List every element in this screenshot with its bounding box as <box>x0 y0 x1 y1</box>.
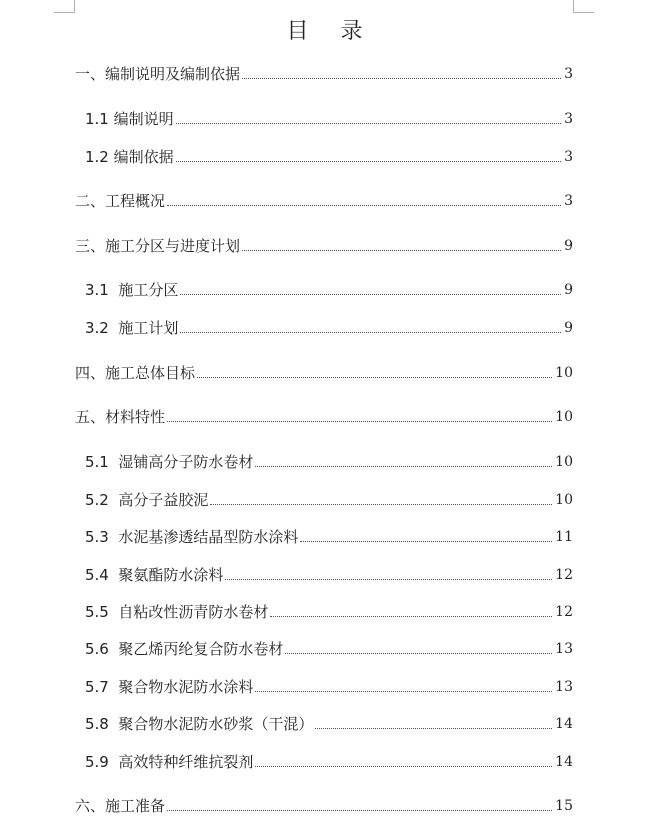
toc-dot-leader <box>176 160 561 162</box>
toc-entry[interactable] <box>85 639 573 659</box>
toc-entry-number: 5.3 <box>85 528 119 546</box>
toc-entry[interactable] <box>75 363 573 383</box>
toc-entry-page-number: 10 <box>555 454 573 470</box>
toc-entry-label: 工程概况 <box>105 192 166 210</box>
toc-dot-leader <box>242 249 561 251</box>
toc-dot-leader <box>270 615 552 617</box>
toc-entry-number: 五、 <box>75 408 106 426</box>
toc-entry-page-number: 3 <box>564 193 573 209</box>
toc-entry-number: 5.7 <box>85 678 119 696</box>
toc-entry-number: 3.1 <box>85 281 119 299</box>
toc-entry-number: 3.2 <box>85 319 119 337</box>
toc-entry-page-number: 13 <box>555 679 573 695</box>
toc-entry-page-number: 10 <box>555 365 573 381</box>
toc-entry-label: 湿铺高分子防水卷材 <box>118 453 254 471</box>
toc-entry-label: 聚乙烯丙纶复合防水卷材 <box>118 640 284 658</box>
toc-dot-leader <box>242 77 561 79</box>
toc-entry-number: 一、 <box>75 65 106 83</box>
toc-entry-number: 5.1 <box>85 453 119 471</box>
toc-entry-label: 施工总体目标 <box>105 364 196 382</box>
toc-dot-leader <box>315 727 552 729</box>
toc-entry[interactable] <box>85 565 573 585</box>
toc-entry[interactable] <box>85 147 573 167</box>
toc-entry-label: 编制说明及编制依据 <box>105 65 241 83</box>
toc-entry-number: 三、 <box>75 237 106 255</box>
toc-entry-page-number: 15 <box>555 798 573 814</box>
toc-entry-number: 5.9 <box>85 753 119 771</box>
toc-entry-page-number: 9 <box>564 282 573 298</box>
toc-entry[interactable] <box>85 677 573 697</box>
toc-dot-leader <box>255 765 552 767</box>
toc-entry[interactable] <box>85 318 573 338</box>
toc-dot-leader <box>176 122 561 124</box>
toc-entry-number: 1.2 <box>85 148 114 166</box>
toc-entry-label: 聚合物水泥防水砂浆（干混） <box>118 715 314 733</box>
toc-entry[interactable] <box>85 602 573 622</box>
page-corner-mark-left <box>54 0 75 13</box>
toc-entry-number: 1.1 <box>85 110 114 128</box>
toc-entry[interactable] <box>75 191 573 211</box>
toc-entry-page-number: 13 <box>555 641 573 657</box>
page-corner-mark-right <box>573 0 594 13</box>
toc-entry-number: 5.6 <box>85 640 119 658</box>
toc-entry-number: 六、 <box>75 797 106 815</box>
toc-dot-leader <box>225 578 552 580</box>
toc-entry[interactable] <box>85 490 573 510</box>
toc-entry-page-number: 3 <box>564 111 573 127</box>
toc-entry-number: 四、 <box>75 364 106 382</box>
toc-entry-page-number: 12 <box>555 567 573 583</box>
toc-dot-leader <box>167 420 552 422</box>
toc-entry-label: 编制说明 <box>113 110 174 128</box>
toc-entry-page-number: 11 <box>555 529 573 545</box>
toc-entry-label: 高效特种纤维抗裂剂 <box>118 753 254 771</box>
toc-entry-page-number: 14 <box>555 754 573 770</box>
toc-title: 目录 <box>286 19 395 44</box>
toc-dot-leader <box>285 652 552 654</box>
toc-entry-number: 5.8 <box>85 715 119 733</box>
toc-entry-page-number: 14 <box>555 716 573 732</box>
toc-entry-label: 施工计划 <box>118 319 179 337</box>
toc-entry-number: 二、 <box>75 192 106 210</box>
toc-dot-leader <box>255 690 552 692</box>
toc-dot-leader <box>300 540 552 542</box>
toc-entry-label: 施工准备 <box>105 797 166 815</box>
toc-entry-page-number: 3 <box>564 66 573 82</box>
toc-entry-page-number: 9 <box>564 320 573 336</box>
toc-entry[interactable] <box>75 407 573 427</box>
toc-dot-leader <box>180 293 561 295</box>
toc-dot-leader <box>210 503 552 505</box>
toc-entry[interactable] <box>75 236 573 256</box>
toc-entry[interactable] <box>75 796 573 816</box>
toc-entry-number: 5.5 <box>85 603 119 621</box>
toc-entry-number: 5.2 <box>85 491 119 509</box>
toc-entry[interactable] <box>85 752 573 772</box>
toc-entry-label: 编制依据 <box>113 148 174 166</box>
toc-entry-page-number: 9 <box>564 238 573 254</box>
toc-entry[interactable] <box>85 527 573 547</box>
toc-entry-label: 聚合物水泥防水涂料 <box>118 678 254 696</box>
toc-entry-page-number: 10 <box>555 492 573 508</box>
toc-dot-leader <box>255 465 552 467</box>
toc-dot-leader <box>180 331 561 333</box>
toc-entry-label: 高分子益胶泥 <box>118 491 209 509</box>
toc-entry-label: 水泥基渗透结晶型防水涂料 <box>118 528 299 546</box>
toc-entry-number: 5.4 <box>85 566 119 584</box>
toc-entry-label: 自粘改性沥青防水卷材 <box>118 603 269 621</box>
toc-entry-label: 聚氨酯防水涂料 <box>118 566 224 584</box>
toc-entry-page-number: 10 <box>555 409 573 425</box>
toc-dot-leader <box>197 376 552 378</box>
toc-entry-page-number: 12 <box>555 604 573 620</box>
toc-entry[interactable] <box>85 714 573 734</box>
toc-entry[interactable] <box>75 64 573 84</box>
toc-dot-leader <box>167 204 561 206</box>
toc-entry-label: 施工分区 <box>118 281 179 299</box>
toc-entry[interactable] <box>85 452 573 472</box>
toc-dot-leader <box>167 809 552 811</box>
toc-entry[interactable] <box>85 109 573 129</box>
toc-entry-label: 施工分区与进度计划 <box>105 237 241 255</box>
toc-entry-page-number: 3 <box>564 149 573 165</box>
toc-entry[interactable] <box>85 280 573 300</box>
toc-entry-label: 材料特性 <box>105 408 166 426</box>
